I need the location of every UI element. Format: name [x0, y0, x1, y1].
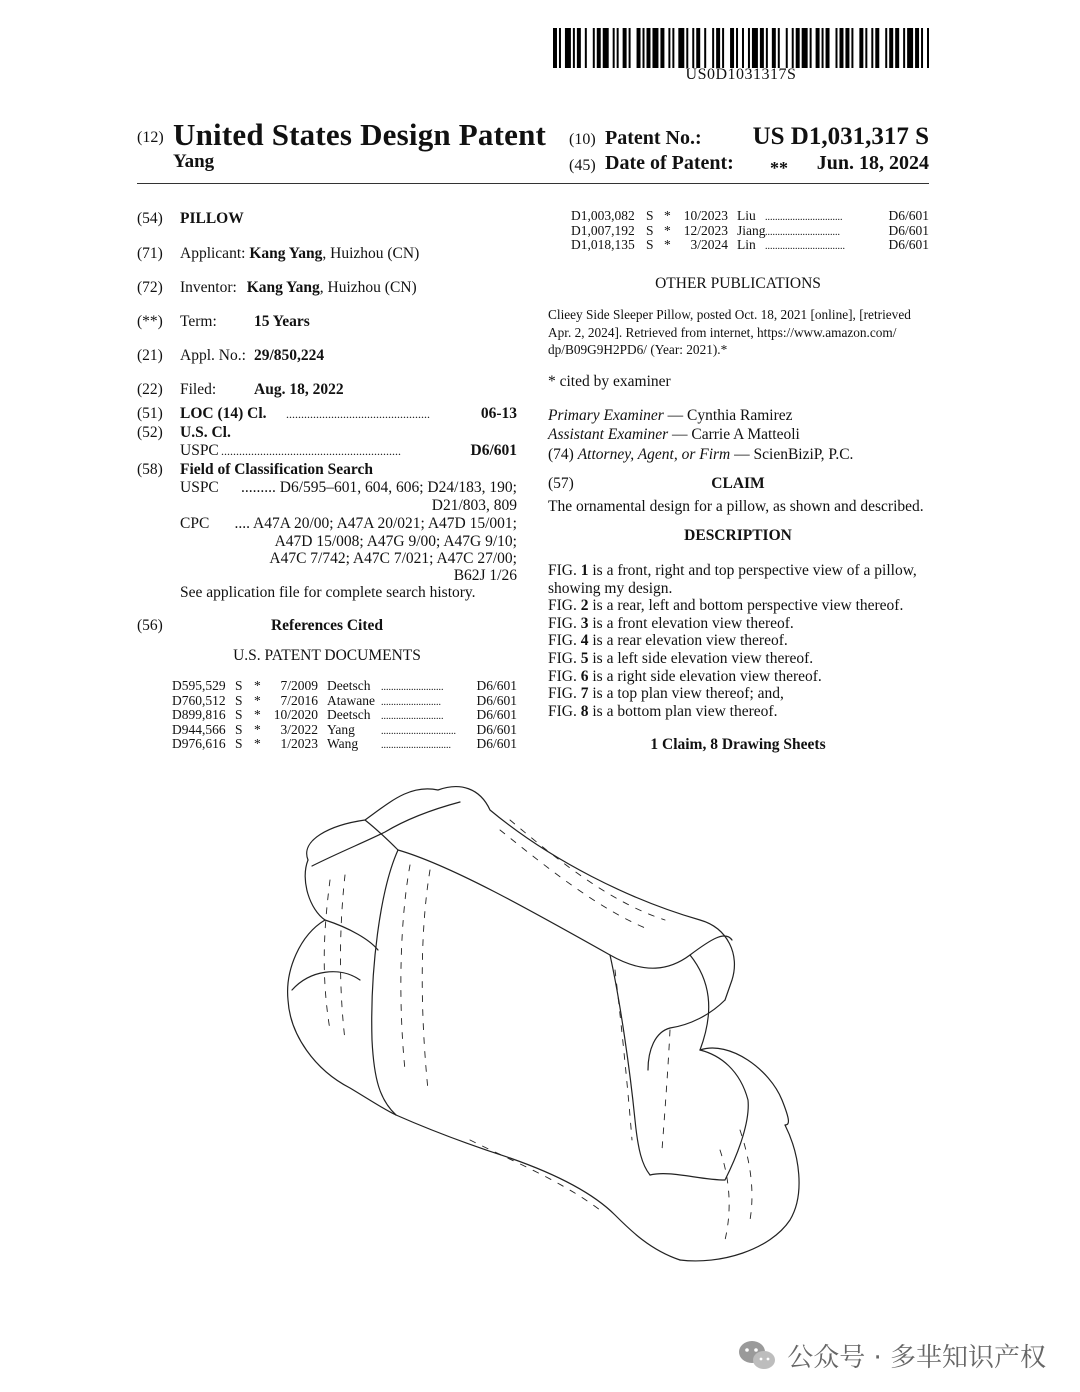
- figure-number: 3: [580, 614, 589, 632]
- inventor-label: Inventor:: [180, 279, 237, 296]
- reference-date: 12/2023: [683, 222, 728, 238]
- field-cpc-line4: B62J 1/26: [453, 567, 517, 584]
- barcode-bar: [903, 28, 905, 68]
- barcode-bar: [826, 28, 830, 68]
- barcode-bar: [637, 28, 641, 68]
- figure-text: showing my design.: [548, 579, 673, 597]
- reference-date: 7/2009: [280, 678, 318, 693]
- patent-title: United States Design Patent: [173, 117, 547, 152]
- reference-name: Atawane: [327, 692, 375, 708]
- figure-text: is a front elevation view thereof.: [592, 614, 794, 632]
- reference-num: D595,529: [172, 678, 226, 693]
- barcode-bar: [859, 28, 863, 68]
- us-patent-documents-title: U.S. PATENT DOCUMENTS: [233, 647, 421, 664]
- claim-text: The ornamental design for a pillow, as shown and described.: [548, 498, 924, 515]
- primary-examiner-name: — Cynthia Ramirez: [667, 407, 793, 424]
- attorney-code: (74): [548, 446, 574, 463]
- barcode-bar: [716, 28, 720, 68]
- reference-date: 10/2023: [683, 208, 728, 223]
- barcode-bar: [573, 28, 575, 68]
- barcode-bar: [692, 28, 694, 68]
- inventor-surname: Yang: [173, 151, 215, 172]
- reference-num: D760,512: [172, 692, 226, 708]
- reference-num: D1,003,082: [571, 208, 635, 223]
- loc-label: LOC (14) Cl.: [180, 405, 267, 422]
- reference-dots: .........................: [381, 682, 444, 693]
- barcode-bar: [686, 28, 688, 68]
- assistant-examiner: [548, 426, 800, 444]
- reference-star: *: [664, 237, 671, 252]
- description-title: DESCRIPTION: [684, 527, 792, 544]
- patent-no-label: Patent No.:: [605, 127, 702, 149]
- code-51: (51): [137, 405, 163, 422]
- barcode-bar: [629, 28, 631, 68]
- reference-star: *: [664, 208, 671, 223]
- applicant-field: [180, 245, 419, 263]
- figure-description: [548, 703, 777, 721]
- primary-examiner: [548, 407, 793, 425]
- reference-date: 1/2023: [280, 736, 318, 751]
- barcode-bar: [643, 28, 645, 68]
- barcode-bar: [921, 28, 923, 68]
- other-pub-line-1: Clieey Side Sleeper Pillow, posted Oct. 18, 2021 [online], [retrieved: [548, 307, 911, 322]
- barcode-bar: [593, 28, 595, 68]
- figure-text: is a front, right and top perspective view of a pillow,: [592, 562, 917, 579]
- code-term: (**): [137, 313, 163, 330]
- term-value: 15 Years: [254, 313, 310, 330]
- loc-dots: ................................................: [286, 407, 430, 421]
- reference-date: 3/2022: [280, 721, 318, 737]
- barcode-bar: [810, 28, 812, 68]
- barcode-bar: [927, 28, 929, 68]
- field-cpc-line1: .... A47A 20/00; A47A 20/021; A47D 15/001;: [234, 515, 517, 532]
- figure-prefix: FIG.: [548, 632, 577, 650]
- reference-star: *: [254, 707, 261, 722]
- other-pub-line-2: Apr. 2, 2024]. Retrieved from internet, https://www.amazon.com/: [548, 324, 897, 340]
- attorney-label: Attorney, Agent, or Firm: [577, 446, 731, 463]
- barcode: [553, 28, 929, 68]
- reference-kind: S: [235, 707, 243, 722]
- reference-kind: S: [646, 208, 654, 223]
- attorney: [548, 446, 853, 464]
- barcode-bar: [672, 28, 674, 68]
- reference-name: Wang: [327, 736, 359, 751]
- assistant-examiner-label: Assistant Examiner: [548, 426, 669, 443]
- reference-kind: S: [235, 678, 243, 693]
- cited-by-examiner: * cited by examiner: [548, 373, 671, 390]
- barcode-bar: [907, 28, 913, 68]
- code-10: (10): [569, 131, 596, 148]
- assistant-examiner-name: — Carrie A Matteoli: [672, 426, 800, 443]
- code-54: (54): [137, 210, 163, 227]
- primary-examiner-label: Primary Examiner: [548, 407, 664, 424]
- inventor-place: , Huizhou (CN): [319, 279, 417, 296]
- wechat-icon: [737, 1339, 777, 1373]
- reference-name: Lin: [737, 237, 756, 252]
- field-cpc-line3: A47C 7/742; A47C 7/021; A47C 27/00;: [269, 550, 517, 567]
- reference-dots: ................................: [765, 241, 845, 252]
- reference-cls: D6/601: [888, 222, 929, 238]
- figure-text: is a rear elevation view thereof.: [592, 632, 788, 650]
- barcode-bar: [889, 28, 893, 68]
- figure-prefix: FIG.: [548, 685, 577, 703]
- filed-label: Filed:: [180, 381, 217, 398]
- code-57: (57): [548, 475, 574, 492]
- figure-text: is a right side elevation view thereof.: [592, 667, 822, 685]
- reference-dots: ..............................: [381, 725, 456, 737]
- barcode-bar: [597, 28, 601, 68]
- figure-number: 4: [580, 632, 589, 650]
- barcode-bar: [875, 28, 879, 68]
- field-cpc-line2: A47D 15/008; A47G 9/00; A47G 9/10;: [274, 533, 517, 550]
- figure-text: is a bottom plan view thereof.: [592, 702, 778, 720]
- barcode-bar: [559, 28, 561, 68]
- reference-dots: ............................: [381, 740, 451, 751]
- barcode-bar: [712, 28, 714, 68]
- barcode-bar: [736, 28, 738, 68]
- reference-dots: ........................: [381, 696, 441, 708]
- reference-star: *: [254, 736, 261, 751]
- barcode-bar: [816, 28, 820, 68]
- reference-kind: S: [235, 692, 243, 708]
- reference-cls: D6/601: [476, 707, 517, 722]
- reference-num: D976,616: [172, 736, 226, 751]
- barcode-bar: [603, 28, 609, 68]
- figure-description: [548, 668, 822, 686]
- figure-description: [548, 632, 788, 650]
- figure-prefix: FIG.: [548, 614, 577, 632]
- watermark-text: 公众号 · 多芈知识产权: [787, 1343, 1046, 1373]
- code-45: (45): [569, 157, 596, 174]
- appl-no-label: Appl. No.:: [180, 347, 246, 364]
- figure-number: 8: [580, 702, 589, 720]
- barcode-bar: [760, 28, 764, 68]
- reference-name: Deetsch: [327, 707, 371, 722]
- loc-value: 06-13: [480, 405, 517, 422]
- us-cl-value: D6/601: [470, 442, 517, 459]
- barcode-bar: [851, 28, 853, 68]
- barcode-bar: [871, 28, 873, 68]
- reference-star: *: [664, 222, 671, 238]
- code-21: (21): [137, 347, 163, 364]
- reference-name: Liu: [737, 208, 756, 223]
- see-application-file: See application file for complete search history.: [180, 584, 476, 601]
- reference-star: *: [254, 678, 261, 693]
- code-72: (72): [137, 279, 163, 296]
- barcode-bar: [577, 28, 581, 68]
- reference-kind: S: [646, 222, 654, 238]
- reference-date: 10/2020: [273, 707, 318, 722]
- figure-number: 7: [580, 685, 589, 703]
- barcode-bar: [730, 28, 734, 68]
- date-label: Date of Patent:: [605, 152, 734, 174]
- barcode-bar: [792, 28, 794, 68]
- figure-prefix: FIG.: [548, 562, 577, 579]
- barcode-bar: [895, 28, 899, 68]
- filed-value: Aug. 18, 2022: [254, 381, 344, 398]
- barcode-bar: [766, 28, 768, 68]
- other-pub-line-3: dp/B09G9H2PD6/ (Year: 2021).*: [548, 342, 728, 357]
- reference-cls: D6/601: [476, 692, 517, 708]
- barcode-bar: [647, 28, 651, 68]
- us-cl-dots: ............................................................: [221, 444, 401, 458]
- claim-title: CLAIM: [711, 475, 765, 492]
- figure-number: 5: [580, 650, 589, 667]
- code-58: (58): [137, 461, 163, 478]
- barcode-bar: [696, 28, 700, 68]
- reference-cls: D6/601: [888, 237, 929, 252]
- field-uspc-line1: ......... D6/595–601, 604, 606; D24/183, 190;: [241, 479, 517, 496]
- barcode-bar: [839, 28, 843, 68]
- barcode-bar: [796, 28, 800, 68]
- barcode-number: US0D1031317S: [685, 66, 797, 83]
- barcode-bar: [822, 28, 824, 68]
- date-term-mark: **: [770, 158, 788, 178]
- figure-prefix: FIG.: [548, 597, 577, 615]
- reference-cls: D6/601: [476, 721, 517, 737]
- reference-star: *: [254, 692, 261, 708]
- barcode-bar: [885, 28, 887, 68]
- barcode-bar: [660, 28, 664, 68]
- appl-no-value: 29/850,224: [254, 347, 325, 364]
- barcode-bar: [748, 28, 750, 68]
- figure-number: 6: [580, 667, 589, 685]
- barcode-bar: [752, 28, 758, 68]
- barcode-bar: [652, 28, 658, 68]
- barcode-bar: [865, 28, 867, 68]
- reference-dots: .........................: [381, 711, 444, 722]
- barcode-bar: [836, 28, 838, 68]
- figure-description: [548, 615, 794, 633]
- applicant-label: Applicant:: [180, 245, 246, 262]
- code-22: (22): [137, 381, 163, 398]
- pillow-drawing: [270, 770, 810, 1270]
- figure-number: 2: [580, 597, 589, 615]
- reference-dots: ..............................: [765, 226, 840, 238]
- inventor-field: [180, 279, 417, 297]
- figure-description: [548, 562, 917, 580]
- us-cl-label: U.S. Cl.: [180, 424, 231, 441]
- field-cpc-label: CPC: [180, 515, 210, 532]
- reference-star: *: [254, 721, 261, 737]
- figure-text: is a rear, left and bottom perspective view thereof.: [592, 597, 904, 615]
- barcode-bar: [722, 28, 724, 68]
- term-label: Term:: [180, 313, 217, 330]
- reference-kind: S: [235, 721, 243, 737]
- reference-name: Deetsch: [327, 678, 371, 693]
- barcode-bar: [772, 28, 776, 68]
- references-cited-title: References Cited: [270, 617, 384, 634]
- field-uspc-line2: D21/803, 809: [431, 497, 517, 514]
- barcode-bar: [617, 28, 619, 68]
- figure-description: [548, 650, 813, 668]
- us-cl-uspc-label: USPC: [180, 442, 219, 459]
- attorney-name: — ScienBiziP, P.C.: [734, 446, 854, 463]
- barcode-bar: [778, 28, 780, 68]
- barcode-bar: [585, 28, 587, 68]
- figure-prefix: FIG.: [548, 650, 577, 667]
- header-rule: [137, 183, 929, 184]
- barcode-bar: [678, 28, 684, 68]
- barcode-bar: [845, 28, 849, 68]
- figure-description: [548, 597, 903, 615]
- barcode-bar: [565, 28, 571, 68]
- reference-name: Yang: [327, 721, 355, 737]
- inventor-name: Kang Yang: [246, 279, 320, 296]
- figure-number: 1: [580, 562, 589, 579]
- figure-description: [548, 685, 784, 703]
- reference-dots: ...............................: [765, 212, 843, 223]
- code-56: (56): [137, 617, 163, 634]
- claims-sheets: 1 Claim, 8 Drawing Sheets: [650, 736, 826, 753]
- barcode-bar: [623, 28, 627, 68]
- applicant-place: , Huizhou (CN): [322, 245, 420, 262]
- reference-date: 3/2024: [690, 237, 728, 252]
- reference-kind: S: [235, 736, 243, 751]
- invention-title: PILLOW: [180, 210, 244, 227]
- patent-number: US D1,031,317 S: [752, 123, 929, 150]
- reference-cls: D6/601: [476, 678, 517, 693]
- reference-name: Jiang: [737, 222, 766, 238]
- watermark: [737, 1337, 1046, 1374]
- code-52: (52): [137, 424, 163, 441]
- barcode-bar: [915, 28, 919, 68]
- figure-prefix: FIG.: [548, 667, 577, 685]
- field-search-label: Field of Classification Search: [180, 461, 374, 478]
- reference-cls: D6/601: [888, 208, 929, 223]
- barcode-bar: [613, 28, 615, 68]
- figure-text: is a top plan view thereof; and,: [592, 685, 784, 703]
- field-uspc-label: USPC: [180, 479, 219, 496]
- reference-kind: S: [646, 237, 654, 252]
- barcode-bar: [742, 28, 744, 68]
- reference-cls: D6/601: [476, 736, 517, 751]
- reference-num: D1,018,135: [571, 237, 635, 252]
- reference-num: D944,566: [172, 721, 226, 737]
- reference-num: D899,816: [172, 707, 226, 722]
- reference-num: D1,007,192: [571, 222, 635, 238]
- figure-prefix: FIG.: [548, 702, 577, 720]
- figure-description: [548, 580, 672, 598]
- barcode-bar: [668, 28, 670, 68]
- barcode-bar: [553, 28, 557, 68]
- barcode-bar: [786, 28, 788, 68]
- barcode-bar: [802, 28, 808, 68]
- applicant-name: Kang Yang: [249, 245, 323, 262]
- other-publications-title: OTHER PUBLICATIONS: [655, 275, 821, 292]
- figure-text: is a left side elevation view thereof.: [592, 650, 814, 667]
- patent-date: Jun. 18, 2024: [816, 152, 929, 174]
- code-12: (12): [137, 129, 164, 146]
- barcode-bar: [704, 28, 706, 68]
- reference-date: 7/2016: [280, 692, 318, 708]
- code-71: (71): [137, 245, 163, 262]
